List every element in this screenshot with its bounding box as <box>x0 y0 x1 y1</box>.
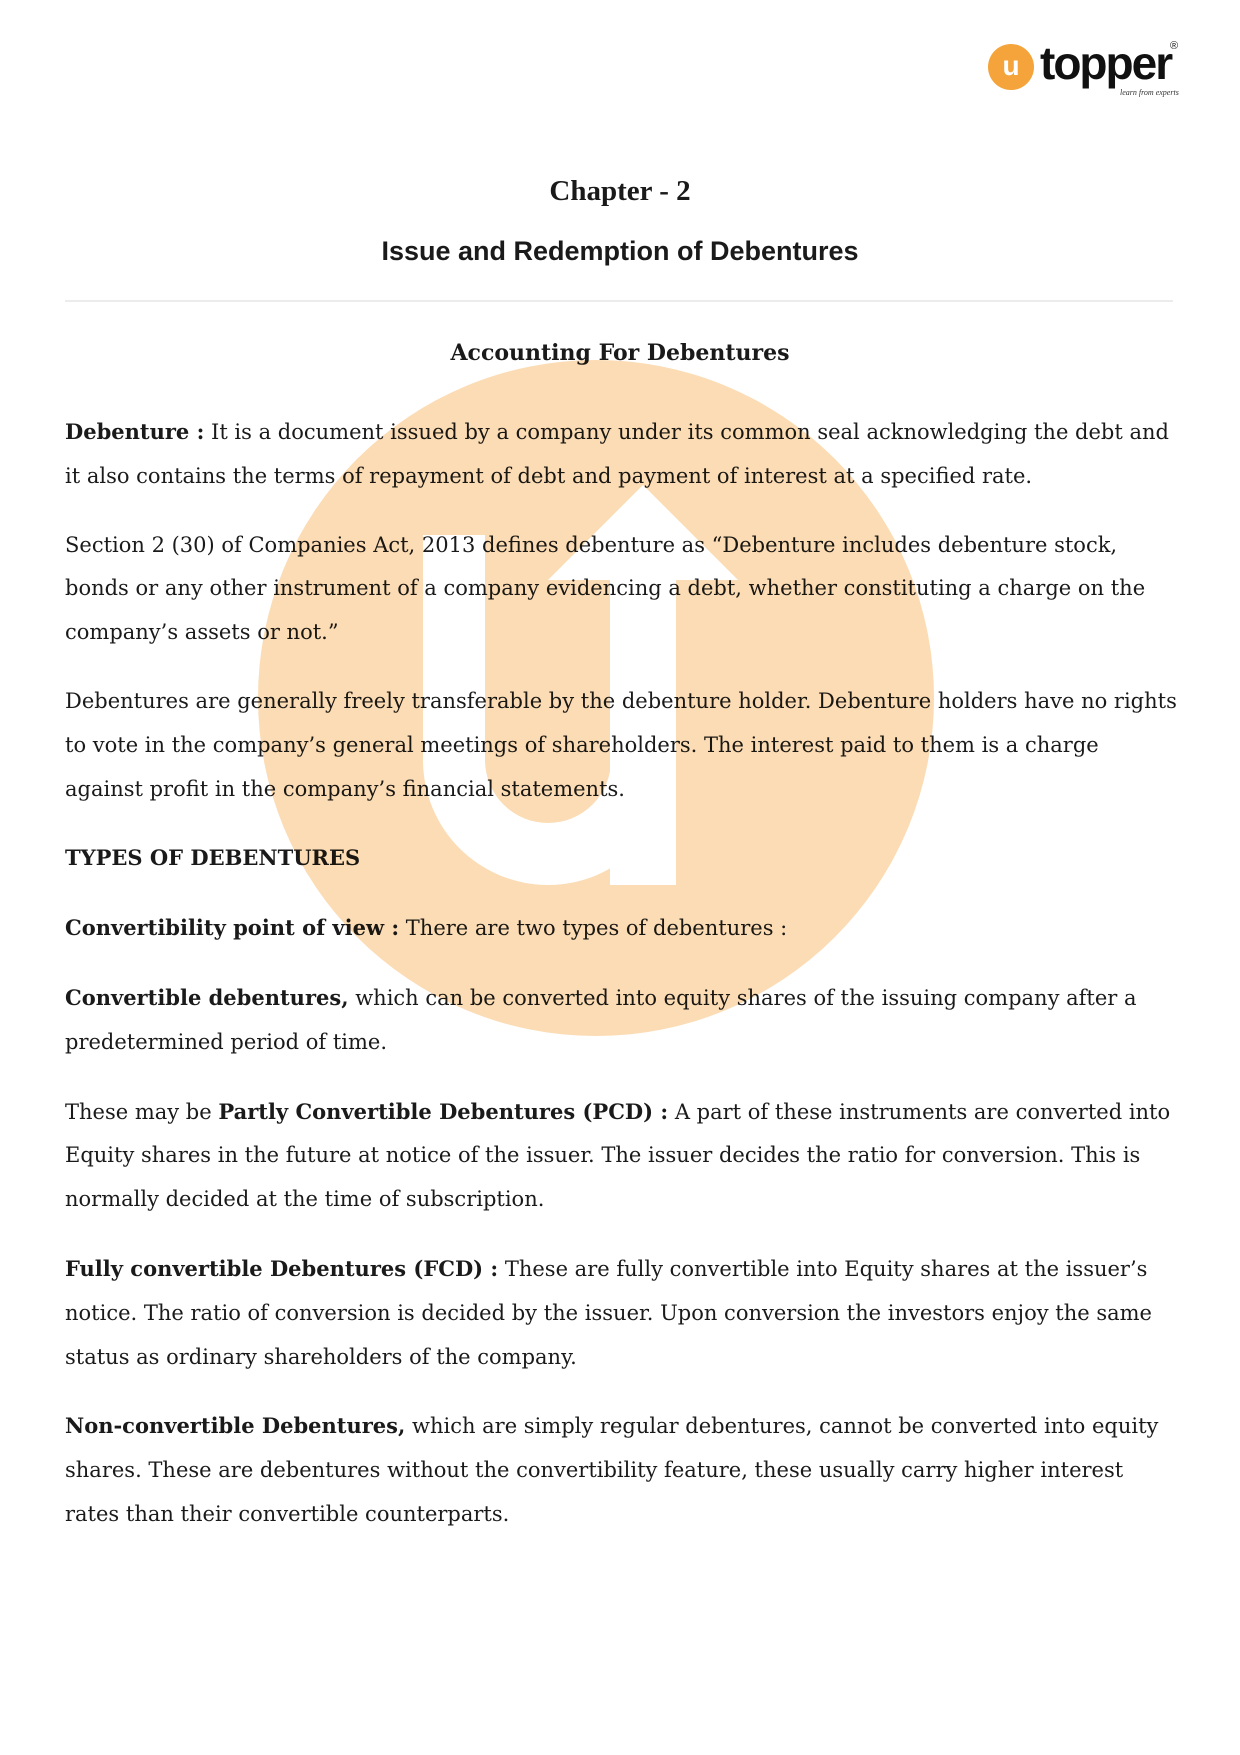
heading: TYPES OF DEBENTURES <box>65 845 361 871</box>
chapter-number: Chapter - 2 <box>549 175 691 207</box>
term: Partly Convertible Debentures (PCD) : <box>218 1098 669 1124</box>
term: Non-convertible Debentures, <box>65 1413 406 1439</box>
definition: It is a document issued by a company under its common seal acknowledging the debt and it also contains the terms of repayment of debt and payment of interest at a specified rate. <box>65 420 1169 488</box>
registered-mark: ® <box>1170 40 1179 52</box>
document-body <box>65 410 1177 1562</box>
logo-tagline: learn from experts <box>1120 88 1179 97</box>
text: These are fully convertible into Equity shares at the issuer’s notice. The ratio of conversion is decided by the issuer. Upon conversion the investors enjoy the same status as ordinary shareholders of the company. <box>65 1256 1152 1369</box>
text: which can be converted into equity shares of the issuing company after a predetermined period of time. <box>65 985 1137 1054</box>
term: Fully convertible Debentures (FCD) : <box>65 1255 499 1281</box>
section-heading: Accounting For Debentures <box>450 340 790 366</box>
chapter-title: Issue and Redemption of Debentures <box>381 236 859 266</box>
paragraph-section-2-30 <box>65 524 1177 655</box>
text: There are two types of debentures : <box>399 916 788 941</box>
types-heading <box>65 836 1177 881</box>
logo-wordmark: topper <box>1040 37 1172 89</box>
text: which are simply regular debentures, cannot be converted into equity shares. These are debentures without the convertibility feature, these usually carry higher interest rates than their convertible counterparts. <box>65 1414 1159 1526</box>
term: Convertible debentures, <box>65 984 349 1010</box>
paragraph-convertibility <box>65 906 1177 951</box>
paragraph-fcd <box>65 1247 1177 1379</box>
text: Section 2 (30) of Companies Act, 2013 defines debenture as “Debenture includes debenture stock, bonds or any other instrument of a company evidencing a debt, whether constituting a charge on the company’s assets or not.” <box>65 532 1146 645</box>
divider <box>65 300 1173 302</box>
text: These may be <box>65 1099 219 1124</box>
term: Debenture : <box>65 419 205 444</box>
paragraph-convertible <box>65 976 1177 1065</box>
paragraph-debenture <box>65 410 1177 499</box>
paragraph-transferability <box>65 680 1177 811</box>
text: A part of these instruments are converted into Equity shares in the future at notice of the issuer. The issuer decides the ratio for conversion. This is normally decided at the time of subscription. <box>65 1099 1171 1212</box>
logo-u-icon: u <box>988 44 1034 90</box>
paragraph-pcd <box>65 1090 1177 1222</box>
utopper-logo <box>988 37 1183 100</box>
term: Convertibility point of view : <box>65 915 400 941</box>
paragraph-non-convertible <box>65 1404 1177 1536</box>
text: Debentures are generally freely transferable by the debenture holder. Debenture holders have no rights to vote in the company’s general meetings of shareholders. The interest paid to them is a charge against profit in the company’s financial statements. <box>65 688 1177 801</box>
